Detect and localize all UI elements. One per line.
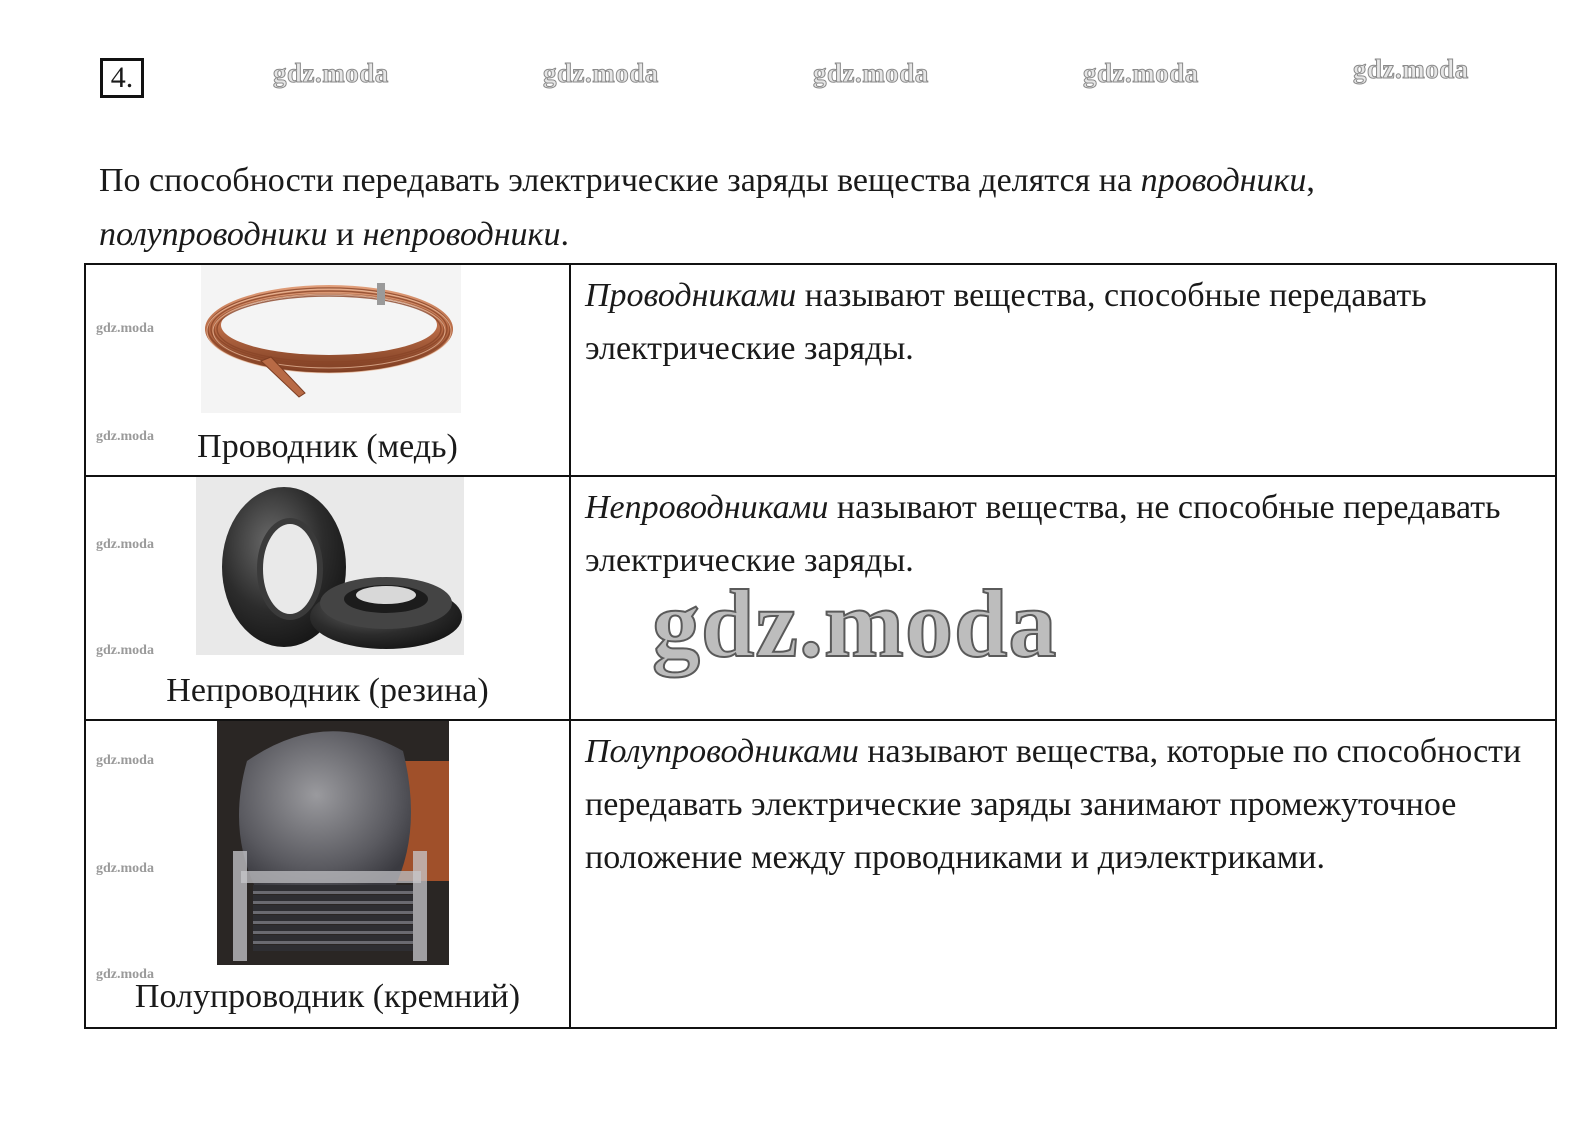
table-row bbox=[85, 720, 1556, 1028]
definition-semiconductor bbox=[571, 721, 1555, 884]
intro-term-conductors: проводники bbox=[1140, 162, 1307, 199]
intro-period: . bbox=[560, 216, 569, 253]
watermark-text: gdz.moda bbox=[543, 58, 659, 88]
watermark-text: gdz.moda bbox=[96, 861, 154, 876]
definition-conductor bbox=[571, 265, 1555, 375]
intro-comma: , bbox=[1306, 162, 1315, 199]
watermark-large: gdz.moda bbox=[652, 570, 1058, 677]
silicon-wafer-image bbox=[217, 721, 449, 965]
definition-text: называют вещества, способные передавать электрические заряды. bbox=[585, 277, 1427, 367]
term-semiconductors: Полупроводниками bbox=[585, 733, 859, 770]
definition-cell bbox=[570, 720, 1556, 1028]
task-number: 4. bbox=[100, 58, 144, 98]
watermark-text: gdz.moda bbox=[273, 58, 389, 88]
definition-text: называют вещества, которые по способности передавать электрические заряды занимают промежуточное положение между проводниками и диэлектриками. bbox=[585, 733, 1522, 876]
intro-term-insulators: непроводники bbox=[362, 216, 561, 253]
image-cell bbox=[85, 720, 570, 1028]
watermark-text: gdz.moda bbox=[1083, 58, 1199, 88]
term-conductors: Проводниками bbox=[585, 277, 797, 314]
image-cell bbox=[85, 476, 570, 720]
caption-semiconductor: Полупроводник (кремний) bbox=[134, 978, 521, 1015]
caption-insulator: Непроводник (резина) bbox=[166, 672, 489, 709]
term-insulators: Непроводниками bbox=[585, 489, 829, 526]
definition-cell bbox=[570, 264, 1556, 476]
watermark-text: gdz.moda bbox=[1353, 54, 1469, 84]
watermark-text: gdz.moda bbox=[96, 321, 154, 336]
intro-and: и bbox=[327, 216, 363, 253]
watermark-text: gdz.moda bbox=[96, 429, 154, 444]
watermark-text: gdz.moda bbox=[96, 753, 154, 768]
intro-paragraph bbox=[99, 154, 1499, 262]
image-cell bbox=[85, 264, 570, 476]
watermark-text: gdz.moda bbox=[96, 537, 154, 552]
intro-text: По способности передавать электрические заряды вещества делятся на bbox=[99, 162, 1141, 199]
caption-conductor: Проводник (медь) bbox=[197, 428, 458, 465]
copper-wire-coil-image bbox=[201, 265, 461, 413]
rubber-grommets-image bbox=[196, 477, 464, 655]
table-row bbox=[85, 264, 1556, 476]
watermark-text: gdz.moda bbox=[96, 967, 154, 982]
intro-term-semiconductors: полупроводники bbox=[99, 216, 328, 253]
watermark-text: gdz.moda bbox=[813, 58, 929, 88]
definition-text: называют вещества, не способные передавать электрические заряды. bbox=[585, 489, 1501, 579]
watermark-text: gdz.moda bbox=[96, 643, 154, 658]
